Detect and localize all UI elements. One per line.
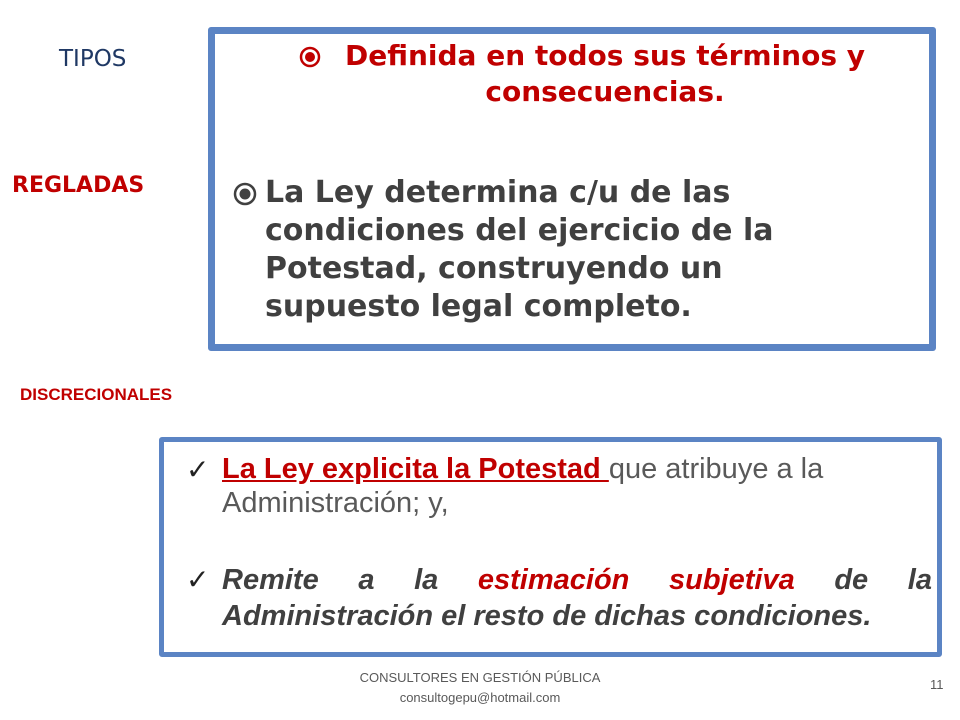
discrecionales-item-2-text: [222, 562, 932, 634]
radio-bullet-icon: [233, 182, 257, 206]
footer: [0, 668, 960, 708]
regladas-bullet-1: [299, 38, 919, 110]
label-discrecionales: DISCRECIONALES: [20, 385, 173, 404]
footer-company: CONSULTORES EN GESTIÓN PÚBLICA: [359, 670, 601, 685]
footer-email: consultogepu@hotmail.com: [399, 690, 561, 705]
discrecionales-item-1-text: [222, 452, 932, 520]
discrecionales-box: [159, 437, 942, 657]
regladas-bullet-2-text: La Ley determina c/u de las condiciones del ejercicio de la Potestad, construyendo un supuesto legal completo.: [265, 175, 774, 324]
page-number: 11: [930, 677, 944, 692]
label-regladas: REGLADAS: [12, 173, 145, 198]
regladas-bullet-1-text: Definida en todos sus términos y consecuencias.: [345, 39, 865, 108]
item-1-highlight: La Ley explicita la Potestad: [222, 453, 609, 485]
regladas-box: [208, 27, 936, 351]
item-2-part-2: de la Administración el resto de dichas condiciones.: [222, 564, 932, 632]
discrecionales-item-2: [186, 562, 934, 634]
item-2-part-1: Remite a la: [222, 564, 478, 596]
discrecionales-item-1: [186, 452, 934, 520]
checkmark-icon: ✓: [186, 453, 210, 486]
label-tipos: TIPOS: [59, 46, 127, 72]
item-1-rest: que atribuye a la Administración; y,: [222, 453, 824, 519]
item-2-highlight: estimación subjetiva: [477, 564, 795, 596]
checkmark-icon: ✓: [186, 563, 210, 596]
radio-bullet-icon: [299, 46, 321, 68]
regladas-bullet-2: [233, 174, 913, 326]
